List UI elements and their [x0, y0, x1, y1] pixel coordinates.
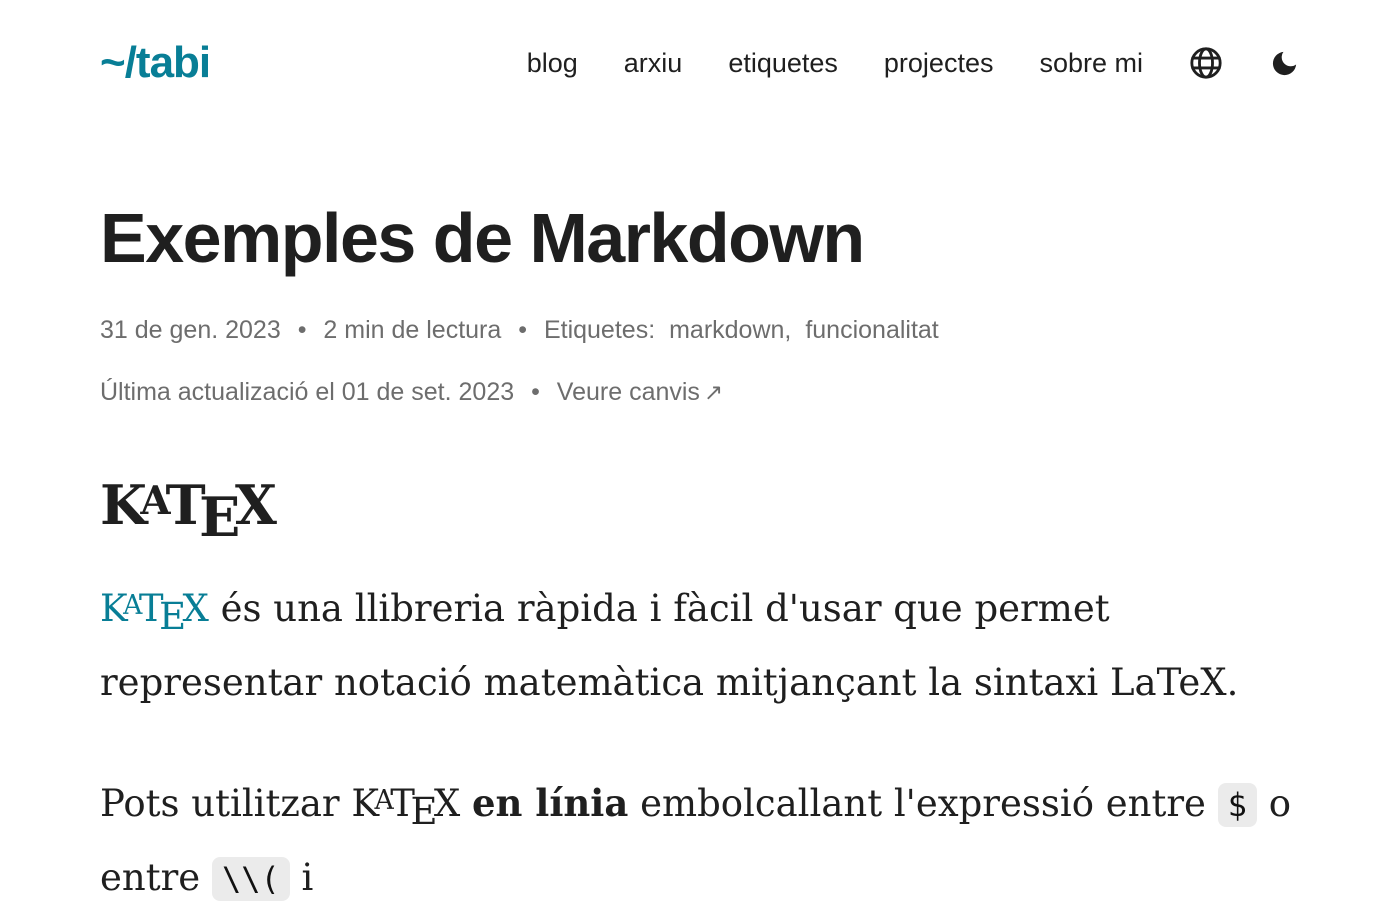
- paragraph-text: Pots utilitzar: [100, 781, 352, 825]
- katex-logo: KATEX: [351, 781, 461, 833]
- nav-item-blog[interactable]: blog: [526, 47, 578, 78]
- meta-separator: •: [531, 378, 540, 406]
- reading-time: 2 min de lectura: [323, 316, 502, 344]
- post-date: 31 de gen. 2023: [100, 316, 281, 344]
- nav-item-arxiu[interactable]: arxiu: [623, 47, 683, 78]
- paragraph-text: o entre: [100, 781, 1291, 899]
- tag-link-markdown[interactable]: markdown: [669, 316, 785, 344]
- nav-item-projectes[interactable]: projectes: [883, 47, 994, 78]
- paragraph-katex-inline: [100, 768, 1300, 912]
- nav-item-sobre-mi[interactable]: sobre mi: [1039, 47, 1143, 78]
- meta-separator: •: [518, 316, 527, 344]
- external-link-arrow-icon: ↗: [703, 379, 724, 405]
- site-logo[interactable]: ~/tabi: [100, 38, 211, 87]
- updated-text: Última actualizació el 01 de set. 2023: [100, 378, 515, 406]
- post-content: [100, 88, 1300, 912]
- tag-comma: ,: [784, 316, 792, 344]
- paragraph-katex-intro: [100, 573, 1300, 716]
- paragraph-text: embolcallant l'expressió entre: [628, 781, 1218, 825]
- see-changes-link[interactable]: [557, 378, 723, 406]
- moon-icon: [1269, 48, 1300, 79]
- globe-icon: [1189, 46, 1223, 80]
- katex-logo: KATEX: [100, 473, 277, 549]
- site-header: [0, 0, 1400, 88]
- page-title: Exemples de Markdown: [100, 199, 864, 277]
- post-meta: [100, 313, 1300, 347]
- post-updated-meta: [100, 375, 1300, 409]
- tag-link-funcionalitat[interactable]: funcionalitat: [805, 316, 939, 344]
- section-heading-katex: [100, 473, 1300, 549]
- nav-item-etiquetes[interactable]: etiquetes: [728, 47, 838, 78]
- katex-logo: KATEX: [100, 586, 209, 638]
- tags-label: Etiquetes:: [543, 316, 656, 344]
- bold-text: en línia: [471, 780, 629, 825]
- see-changes-label: Veure canvis: [556, 378, 700, 406]
- katex-site-link[interactable]: [100, 586, 209, 638]
- theme-toggle-button[interactable]: [1269, 48, 1300, 79]
- paragraph-text: és una llibreria ràpida i fàcil d'usar que permet representar notació matemàtica mitjançant la sintaxi LaTeX.: [100, 586, 1239, 704]
- main-nav: [527, 46, 1300, 80]
- inline-code-dollar: $: [1218, 783, 1257, 827]
- meta-separator: •: [297, 316, 307, 344]
- inline-code-backslash-paren: \\(: [212, 857, 290, 901]
- language-switcher-button[interactable]: [1189, 46, 1223, 80]
- paragraph-text: i: [289, 855, 314, 899]
